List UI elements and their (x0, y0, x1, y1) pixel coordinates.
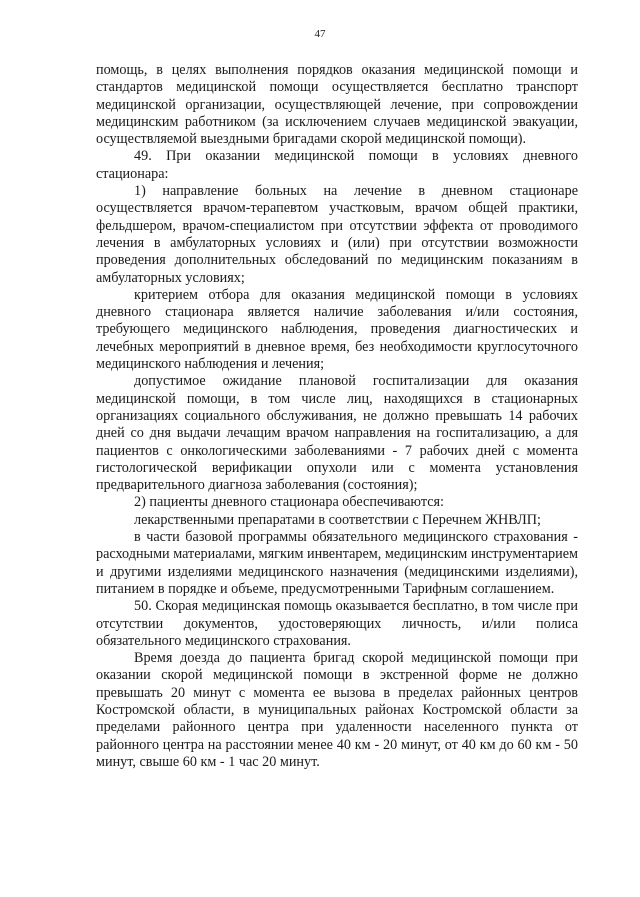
paragraph-50: 50. Скорая медицинская помощь оказывается бесплатно, в том числе при отсутствии документов, удостоверяющих личность, и/или полиса обязательного медицинского страхования. (96, 598, 578, 649)
paragraph-49-1: 1) направление больных на лечение в дневном стационаре осуществляется врачом-терапевтом участковым, врачом общей практики, фельдшером, врачом-специалистом при отсутствии эффекта от проводимого лечения в амбулаторных условиях и (или) при отсутствии возможности проведения дополнительных обследований по медицинским показаниям в амбулаторных условиях; (96, 183, 578, 286)
paragraph-waiting-time: допустимое ожидание плановой госпитализации для оказания медицинской помощи, в том числе лиц, находящихся в стационарных организациях социального обслуживания, не должно превышать 14 рабочих дней со дня выдачи лечащим врачом направления на госпитализацию, а для пациентов с онкологическими заболеваниями - 7 рабочих дней с момента гистологической верификации опухоли или с момента установления предварительного диагноза заболевания (состояния); (96, 373, 578, 494)
paragraph-49: 49. При оказании медицинской помощи в условиях дневного стационара: (96, 148, 578, 182)
paragraph-49-2: 2) пациенты дневного стационара обеспечиваются: (134, 494, 444, 511)
document-body (96, 62, 578, 771)
page-number: 47 (314, 28, 326, 40)
paragraph-continuation: помощь, в целях выполнения порядков оказания медицинской помощи и стандартов медицинской помощи осуществляется бесплатно транспорт медицинской организации, осуществляющей лечение, при сопровождении медицинским работником (за исключением случаев медицинской эвакуации, осуществляемой выездными бригадами скорой медицинской помощи). (96, 62, 578, 148)
paragraph-arrival-time: Время доезда до пациента бригад скорой медицинской помощи при оказании скорой медицинской помощи в экстренной форме не должно превышать 20 минут с момента ее вызова в пределах районных центров Костромской области, в муниципальных районах Костромской области за пределами районного центра при удаленности населенного пункта от районного центра на расстоянии менее 40 км - 20 минут, от 40 км до 60 км - 50 минут, свыше 60 км - 1 час 20 минут. (96, 650, 578, 770)
paragraph-medicines: лекарственными препаратами в соответствии с Перечнем ЖНВЛП; (134, 511, 541, 528)
paragraph-basic-program: в части базовой программы обязательного медицинского страхования - расходными материалами, мягким инвентарем, медицинским инструментарием и другими изделиями медицинского назначения (медицинскими изделиями), питанием в порядке и объеме, предусмотренными Тарифным соглашением. (96, 529, 578, 597)
paragraph-selection-criteria: критерием отбора для оказания медицинской помощи в условиях дневного стационара является наличие заболевания и/или состояния, требующего медицинского наблюдения, проведения диагностических и лечебных мероприятий в дневное время, без необходимости круглосуточного медицинского наблюдения и лечения; (96, 286, 578, 373)
